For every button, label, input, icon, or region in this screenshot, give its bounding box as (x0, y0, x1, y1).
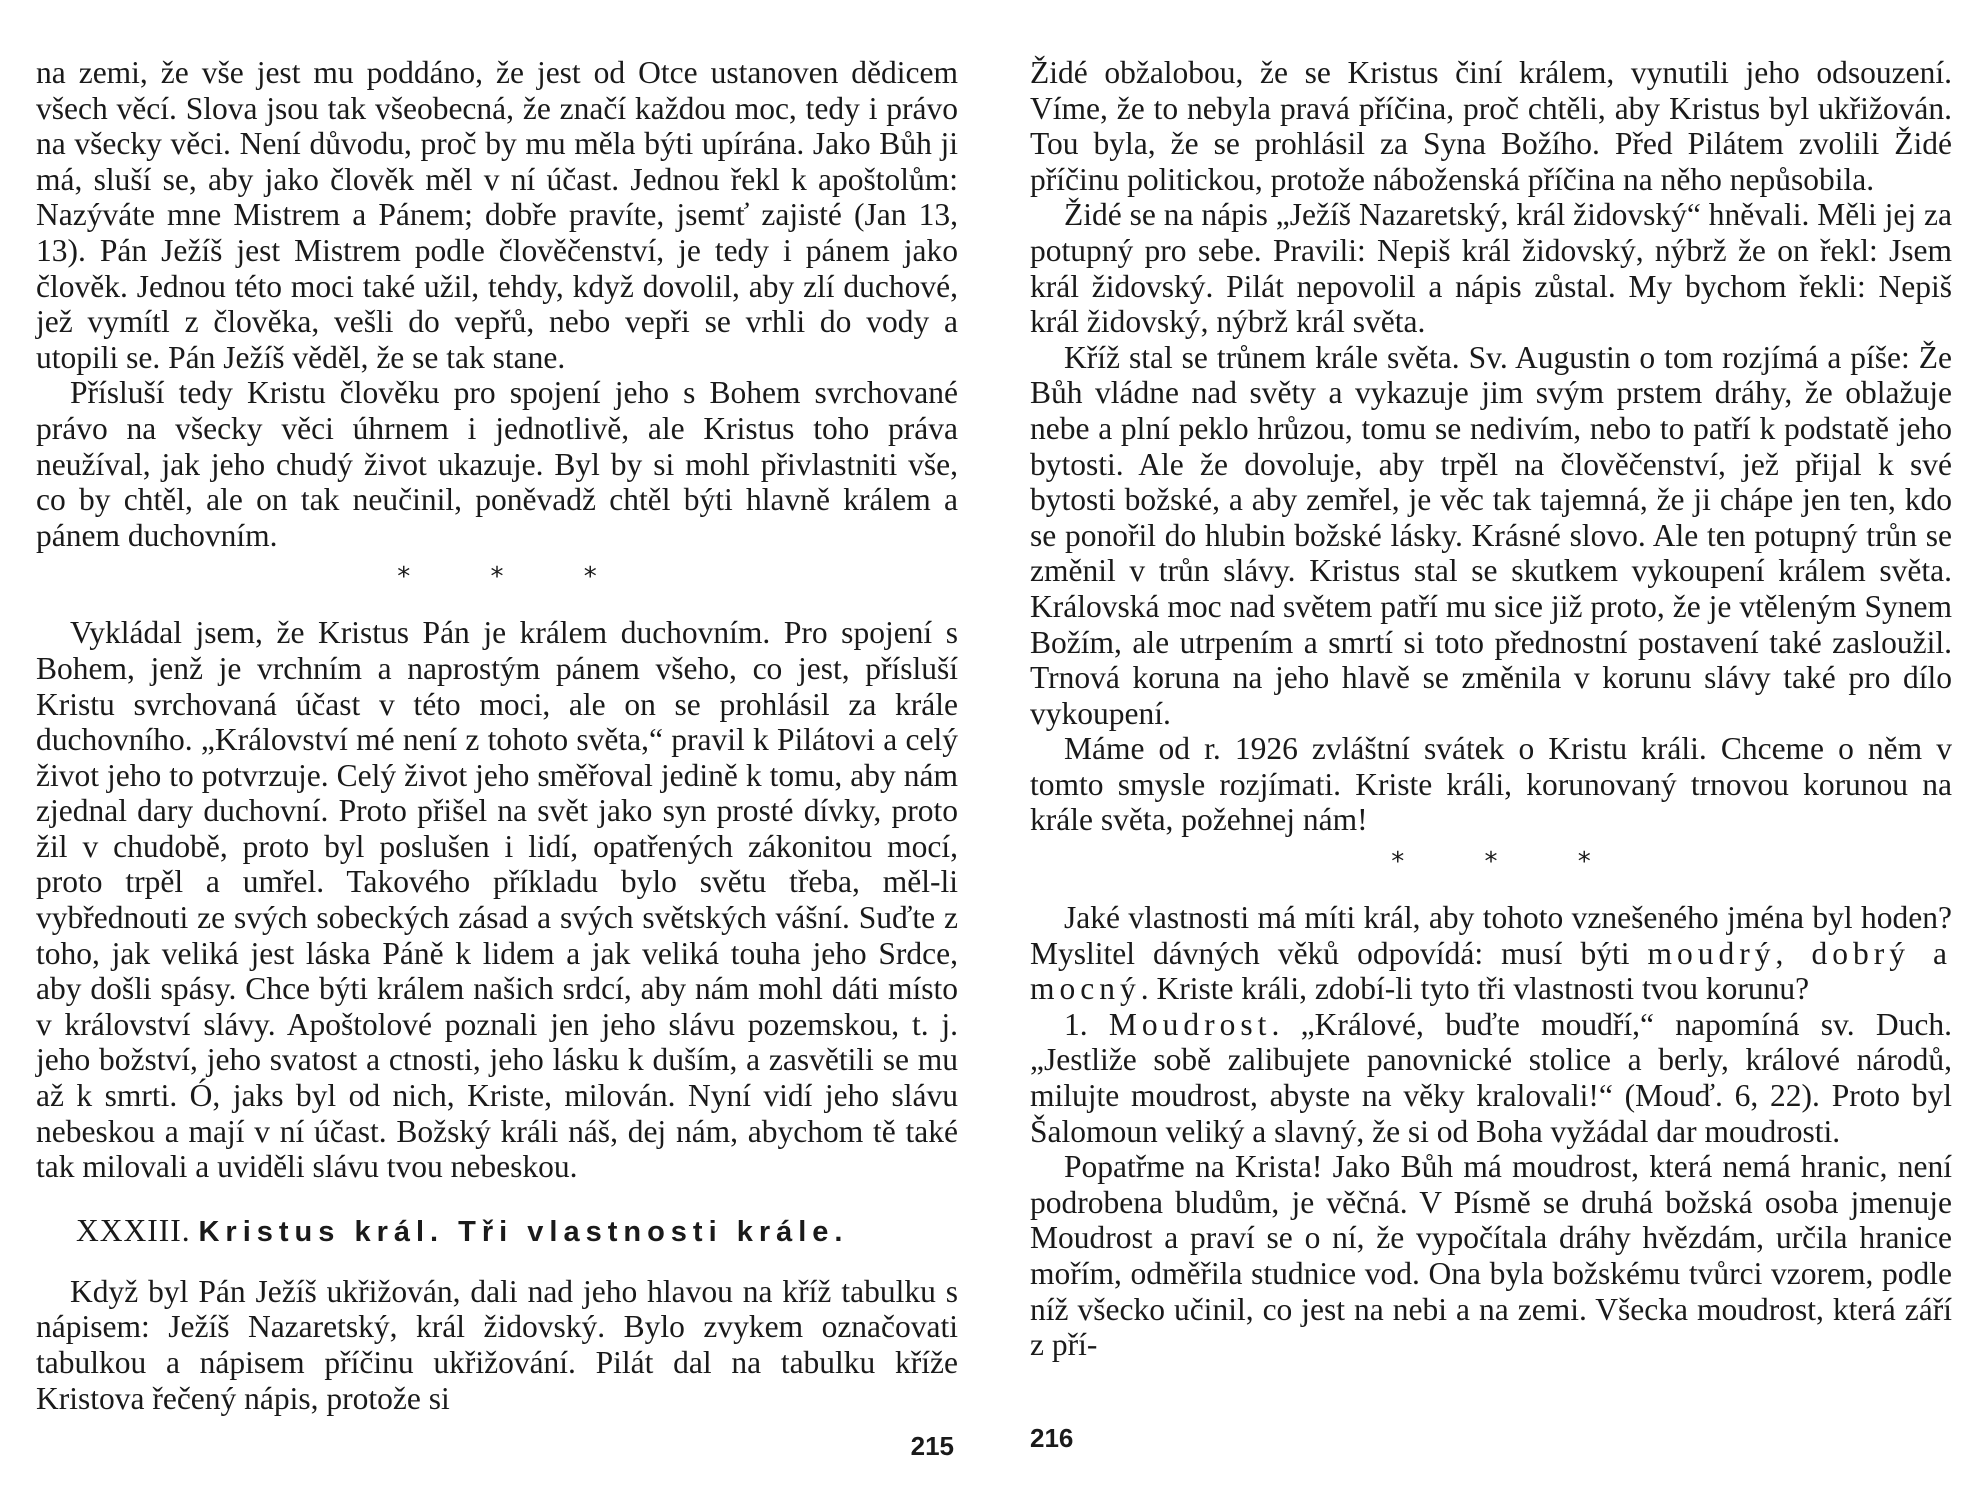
paragraph: Když byl Pán Ježíš ukřižován, dali nad jeho hlavou na kříž tabulku s nápisem: Ježíš Nazaretský, král židovský. Bylo zvykem označovati tabulkou a nápisem příčinu ukřižování. Pilát dal na tabulku kříže Kristova řečený nápis, protože si (36, 1273, 958, 1416)
right-page (1030, 55, 1952, 1475)
emphasized-text: Moudrost (1108, 1006, 1272, 1042)
paragraph (1030, 1007, 1952, 1149)
section-separator: * * * (1391, 847, 1627, 878)
paragraph: Vykládal jsem, že Kristus Pán je králem duchovním. Pro spojení s Bohem, jenž je vrchním a naprostým pánem všeho, co jest, přísluší Kristu svrchovaná účast v této moci, ale on se prohlásil za krále duchovního. „Království mé není z tohoto světa,“ pravil k Pilátovi a celý život jeho to potvrzuje. Celý život jeho směřoval jedině k tomu, aby nám zjednal dary duchovní. Proto přišel na svět jako syn prosté dívky, proto žil v chudobě, proto byl poslušen i lidí, opatřených zákonitou mocí, proto trpěl a umřel. Takového příkladu bylo světu třeba, měl-li vybřednouti ze svých sobeckých zásad a svých světských vášní. Suďte z toho, jak veliká jest láska Páně k lidem a jak veliká touha jeho Srdce, aby došli spásy. Chce býti králem našich srdcí, aby nám mohl dáti místo v království slávy. Apoštolové poznali jen jeho slávu pozemskou, t. j. jeho božství, jeho svatost a ctnosti, jeho lásku k duším, a zasvětili se mu až k smrti. Ó, jaks byl od nich, Kriste, milován. Nyní vidí jeho slávu nebeskou a mají v ní účast. Božský králi náš, dej nám, abychom tě také tak milovali a uviděli slávu tvou nebeskou. (36, 615, 958, 1185)
paragraph: Židé obžalobou, že se Kristus činí králem, vynutili jeho odsouzení. Víme, že to nebyla pravá příčina, proč chtěli, aby Kristus byl ukřižován. Tou byla, že se prohlásil za Syna Božího. Před Pilátem zvolili Židé příčinu politickou, protože náboženská příčina na něho nepůsobila. (1030, 55, 1952, 197)
chapter-title: Kristus král. Tři vlastnosti krále. (198, 1215, 849, 1248)
paragraph: Židé se na nápis „Ježíš Nazaretský, král židovský“ hněvali. Měli jej za potupný pro sebe. Pravili: Nepiš král židovský, nýbrž že on řekl: Jsem král židovský. Pilát nepovolil a nápis zůstal. My bychom řekli: Nepiš král židovský, nýbrž král světa. (1030, 197, 1952, 340)
paragraph: na zemi, že vše jest mu poddáno, že jest od Otce ustanoven dědicem všech věcí. Slova jsou tak všeobecná, že značí každou moc, tedy i právo na všecky věci. Není důvodu, proč by mu měla býti upírána. Jako Bůh ji má, sluší se, aby jako člověk měl v ní účast. Jednou řekl k apoštolům: Nazýváte mne Mistrem a Pánem; dobře pravíte, jsemť zajisté (Jan 13, 13). Pán Ježíš jest Mistrem podle člověčenství, je tedy i pánem jako člověk. Jednou této moci také užil, tehdy, když dovolil, aby zlí duchové, jež vymítl z člověka, vešli do vepřů, nebo vepři se vrhli do vody a utopili se. Pán Ježíš věděl, že se tak stane. (36, 55, 958, 375)
paragraph: Přísluší tedy Kristu člověku pro spojení jeho s Bohem svrchované právo na všecky věci úhrnem i jednotlivě, ale Kristus toho práva neužíval, jak jeho chudý život ukazuje. Byl by si mohl přivlastniti vše, co by chtěl, ale on tak neučinil, poněvadž chtěl býti hlavně králem a pánem duchovním. (36, 375, 958, 553)
emphasized-text: moudrý, dobrý a mocný (1030, 935, 1952, 1007)
text-run: . Kriste králi, zdobí-li tyto tři vlastnosti tvou korunu? (1140, 971, 1810, 1007)
text-run: Jaké vlastnosti má míti král, aby tohoto vznešeného jména byl hoden? Myslitel dávných věků odpovídá: musí býti (1030, 900, 1952, 971)
text-run: 1. (1064, 1006, 1109, 1042)
left-page (36, 55, 958, 1475)
text-run: . „Králové, buďte moudří,“ napomíná sv. Duch. „Jestliže sobě zalibujete panovnické stolice a berly, králové národů, milujte moudrost, abyste na věky kralovali!“ (Mouď. 6, 22). Proto byl Šalomoun veliký a slavný, že si od Boha vyžádal dar moudrosti. (1030, 1006, 1952, 1149)
page-number: 216 (1030, 1423, 1074, 1453)
paragraph: Máme od r. 1926 zvláštní svátek o Kristu králi. Chceme o něm v tomto smysle rozjímati. Kriste králi, korunovaný trnovou korunou na krále světa, požehnej nám! (1030, 731, 1952, 838)
chapter-number: XXXIII. (76, 1212, 191, 1248)
paragraph: Popatřme na Krista! Jako Bůh má moudrost, která nemá hranic, není podrobena bludům, je věčná. V Písmě se druhá božská osoba jmenuje Moudrost a praví se o ní, že vypočítala dráhy hvězdám, určila hranice mořím, odměřila studnice vod. Ona byla božskému tvůrci vzorem, podle níž všecko učinil, co jest na nebi a na zemi. Všecka moudrost, která září z pří- (1030, 1149, 1952, 1363)
chapter-heading (36, 1213, 958, 1250)
page-number: 215 (910, 1431, 954, 1461)
section-separator: * * * (397, 562, 633, 593)
paragraph (1030, 900, 1952, 1007)
paragraph: Kříž stal se trůnem krále světa. Sv. Augustin o tom rozjímá a píše: Že Bůh vládne nad světy a vykazuje jim svým prstem dráhy, že oblažuje nebe a plní peklo hrůzou, tomu se nedivím, nebo to patří k podstatě jeho bytosti. Ale že dovoluje, aby trpěl na člověčenství, jež přijal k své bytosti božské, a aby zemřel, je věc tak tajemná, že ji chápe jen ten, kdo se ponořil do hlubin božské lásky. Krásné slovo. Ale ten potupný trůn se změnil v trůn slávy. Kristus stal se skutkem vykoupení králem světa. Královská moc nad světem patří mu sice již proto, že je vtěleným Synem Božím, ale utrpením a smrtí si toto přednostní postavení také zasloužil. Trnová koruna na jeho hlavě se změnila v korunu slávy také pro dílo vykoupení. (1030, 339, 1952, 731)
